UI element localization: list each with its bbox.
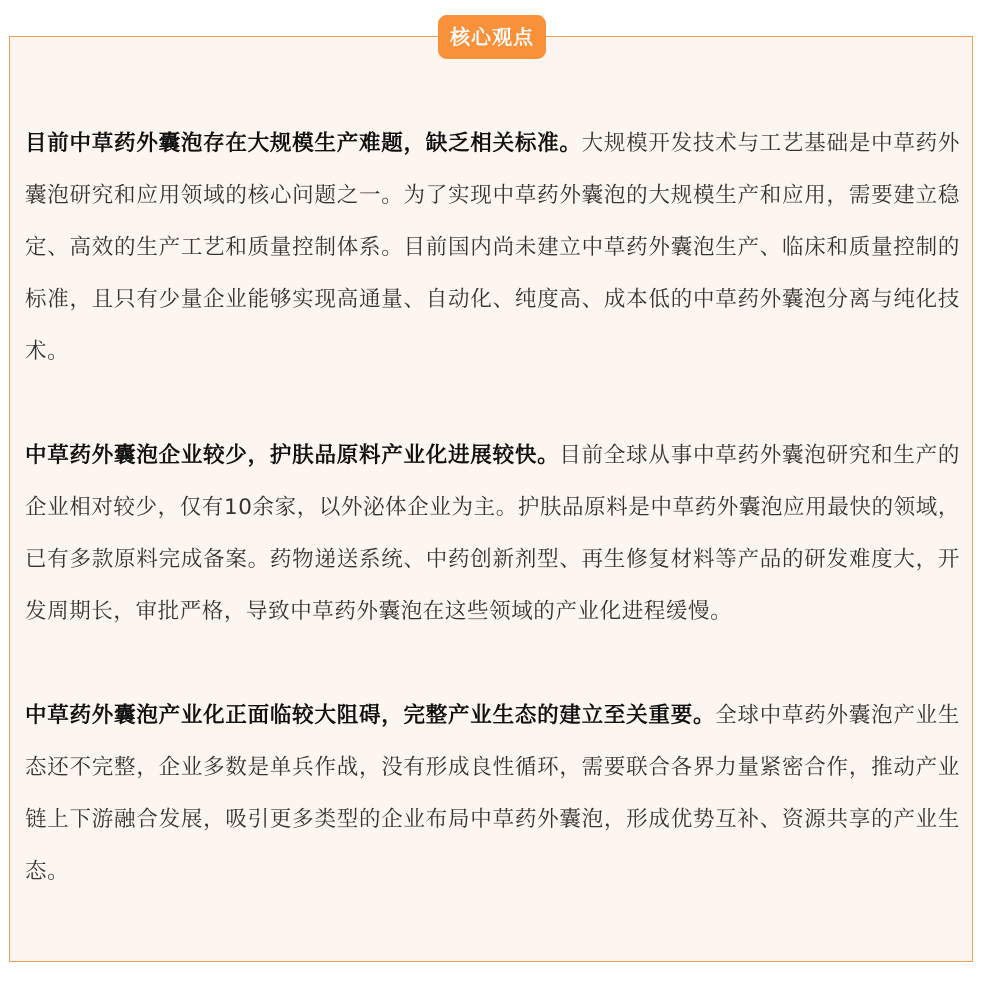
viewpoint-paragraph-1 xyxy=(25,118,960,378)
viewpoint-body-1: 大规模开发技术与工艺基础是中草药外囊泡研究和应用领域的核心问题之一。为了实现中草药外囊泡的大规模生产和应用，需要建立稳定、高效的生产工艺和质量控制体系。目前国内尚未建立中草药外囊泡生产、临床和质量控制的标准，且只有少量企业能够实现高通量、自动化、纯度高、成本低的中草药外囊泡分离与纯化技术。 xyxy=(25,131,960,364)
viewpoint-paragraph-2 xyxy=(25,430,960,638)
viewpoint-lead-1: 目前中草药外囊泡存在大规模生产难题，缺乏相关标准。 xyxy=(25,131,582,156)
viewpoints-content xyxy=(25,118,960,898)
viewpoint-paragraph-3 xyxy=(25,690,960,898)
viewpoint-body-2: 目前全球从事中草药外囊泡研究和生产的企业相对较少，仅有10余家，以外泌体企业为主。护肤品原料是中草药外囊泡应用最快的领域，已有多款原料完成备案。药物递送系统、中药创新剂型、再生修复材料等产品的研发难度大，开发周期长，审批严格，导致中草药外囊泡在这些领域的产业化进程缓慢。 xyxy=(25,443,960,624)
section-title-badge: 核心观点 xyxy=(438,15,546,59)
viewpoint-lead-3: 中草药外囊泡产业化正面临较大阻碍，完整产业生态的建立至关重要。 xyxy=(25,703,716,728)
viewpoint-lead-2: 中草药外囊泡企业较少，护肤品原料产业化进展较快。 xyxy=(25,443,560,468)
viewpoint-body-3: 全球中草药外囊泡产业生态还不完整，企业多数是单兵作战，没有形成良性循环，需要联合各界力量紧密合作，推动产业链上下游融合发展，吸引更多类型的企业布局中草药外囊泡，形成优势互补、资源共享的产业生态。 xyxy=(25,703,960,884)
